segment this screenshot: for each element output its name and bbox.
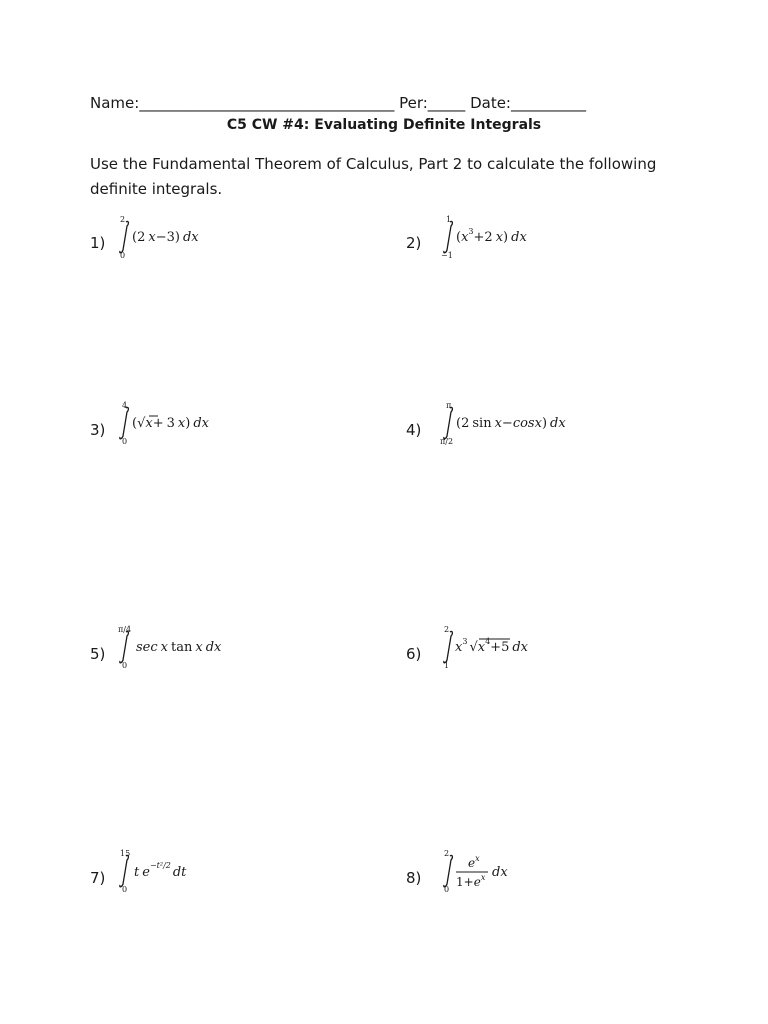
differential: dx <box>512 640 529 655</box>
problem-8-number: 8) <box>406 869 422 887</box>
exponent-2: x <box>480 873 486 882</box>
cos-term: cosx <box>512 416 542 431</box>
upper-limit: 15 <box>120 849 131 858</box>
upper-limit: π/4 <box>118 625 132 634</box>
variable: t <box>134 865 140 880</box>
upper-limit: π <box>446 401 452 410</box>
plus-sign: + <box>473 230 485 245</box>
coefficient: 2 <box>461 416 470 431</box>
lower-limit: 1 <box>444 661 450 670</box>
period-label: Per: <box>399 94 428 112</box>
variable-2: x <box>195 640 203 655</box>
date-label: Date: <box>470 94 511 112</box>
problem-3-number: 3) <box>90 421 106 439</box>
variable-2: x <box>477 640 486 655</box>
exponential-base-2: e <box>473 875 481 889</box>
variable: x <box>455 640 463 655</box>
exponent: 3 <box>462 637 468 646</box>
left-paren: ( <box>456 416 462 431</box>
name-label: Name: <box>90 94 140 112</box>
svg-text:x3√x4+5dx <box>455 637 529 655</box>
left-paren: ( <box>456 230 462 245</box>
svg-text:(2x−3)dx <box>132 230 199 245</box>
worksheet-title: C5 CW #4: Evaluating Definite Integrals <box>226 117 542 133</box>
differential: dx <box>182 230 199 245</box>
problem-7-number: 7) <box>90 869 106 887</box>
constant: 5 <box>501 640 510 655</box>
variable: x <box>148 230 156 245</box>
variable: x <box>160 640 168 655</box>
plus-sign: + <box>463 875 474 889</box>
svg-text:(√x+3x)dx <box>132 416 210 431</box>
constant: 3 <box>166 230 175 245</box>
differential: dx <box>511 230 527 245</box>
coefficient: 3 <box>166 416 175 431</box>
svg-text:(2sinx−cosx)dx <box>456 416 566 431</box>
variable: x <box>494 416 502 431</box>
exponent: x <box>475 854 480 863</box>
lower-limit: 0 <box>122 437 128 446</box>
lower-limit: π/2 <box>440 437 454 446</box>
variable-2: x <box>177 416 186 431</box>
problem-5-integral <box>112 622 232 672</box>
exponent: −t²/2 <box>149 861 171 870</box>
svg-text:te−t²/2dt <box>134 861 187 880</box>
problem-6-integral <box>436 622 556 672</box>
lower-limit: 0 <box>122 661 128 670</box>
svg-text:secxtanxdx <box>136 640 222 655</box>
differential: dt <box>172 865 187 880</box>
sin-function: sin <box>472 416 492 431</box>
svg-text:(x3+2x)dx <box>456 227 527 245</box>
date-blank: __________ <box>510 94 586 112</box>
right-paren: ) <box>185 416 191 431</box>
problem-4-number: 4) <box>406 421 422 439</box>
right-paren: ) <box>503 230 509 245</box>
upper-limit: 2 <box>120 215 126 224</box>
variable: x <box>461 230 469 245</box>
problem-8-integral <box>436 846 556 896</box>
left-paren: ( <box>132 416 138 431</box>
exponential-base: e <box>142 865 150 880</box>
fraction-denominator <box>456 873 486 889</box>
tan-function: tan <box>171 640 193 655</box>
problem-6-number: 6) <box>406 645 422 663</box>
header-fields <box>90 94 586 112</box>
upper-limit: 1 <box>446 215 452 224</box>
upper-limit: 2 <box>444 625 450 634</box>
minus-sign: − <box>155 230 167 245</box>
radical-icon: √ <box>469 640 478 655</box>
coefficient: 2 <box>137 230 146 245</box>
period-blank: _____ <box>427 94 466 112</box>
right-paren: ) <box>174 230 180 245</box>
differential: dx <box>492 865 508 880</box>
right-paren: ) <box>541 416 548 431</box>
differential: dx <box>550 416 566 431</box>
plus-sign: + <box>152 416 164 431</box>
name-blank: __________________________________ <box>139 94 395 112</box>
lower-limit: 0 <box>120 251 126 260</box>
sec-function: sec <box>136 640 158 655</box>
problem-3-integral <box>112 398 232 448</box>
variable-2: x <box>495 230 504 245</box>
instructions-line-2: definite integrals. <box>90 180 223 198</box>
variable: x <box>145 416 153 431</box>
plus-sign: + <box>490 640 502 655</box>
differential: dx <box>193 416 209 431</box>
coefficient: 2 <box>484 230 493 245</box>
exponential-base: e <box>468 856 476 870</box>
problem-4-integral <box>436 398 586 448</box>
lower-limit: 0 <box>444 885 450 894</box>
problem-2-number: 2) <box>406 234 422 252</box>
problem-1-integral <box>112 212 222 262</box>
upper-limit: 2 <box>444 849 450 858</box>
lower-limit: 0 <box>122 885 128 894</box>
lower-limit: −1 <box>441 251 453 260</box>
exponent-2: 4 <box>485 637 491 646</box>
constant: 1 <box>456 875 464 889</box>
instructions-line-1: Use the Fundamental Theorem of Calculus, Part 2 to calculate the following <box>90 155 657 173</box>
problem-1-number: 1) <box>90 234 106 252</box>
minus-sign: − <box>501 416 513 431</box>
differential: dx <box>205 640 222 655</box>
exponent: 3 <box>468 227 474 236</box>
radical-icon: √ <box>137 416 146 431</box>
problem-5-number: 5) <box>90 645 106 663</box>
problem-7-integral <box>112 846 232 896</box>
problem-2-integral <box>436 212 556 262</box>
fraction-numerator <box>468 854 480 870</box>
left-paren: ( <box>132 230 138 245</box>
upper-limit: 4 <box>122 401 128 410</box>
